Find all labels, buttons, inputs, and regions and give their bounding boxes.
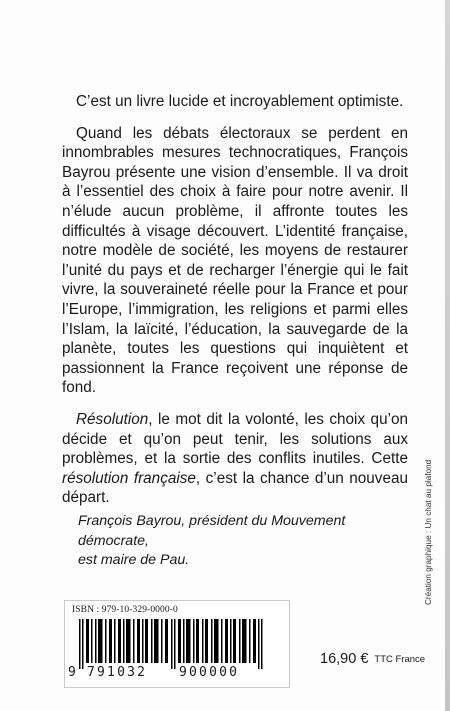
blurb-paragraph-2: Quand les débats électoraux se perdent en innombrables mesures technocratiques, François Bayrou présente une vision d’ensemble. Il va droit à l’essentiel des choix à faire pour notre avenir. Il n’élude aucun problème, il affronte toutes les difficultés à visage découvert. L’identité française, notre modèle de société, les moyens de restaurer l’unité du pays et de recharger l’énergie qui le fait vivre, la souveraineté réelle pour la France et pour l’Europe, l’immigration, les religions et parmi elles l’Islam, la laïcité, l’éducation, la sauvegarde de la planète, toutes les questions qui inquiètent et passionnent la France reçoivent une réponse de fond. bbox=[62, 124, 408, 397]
design-credit-text: Création graphique : Un chat au plafond bbox=[424, 459, 433, 605]
price-suffix: TTC France bbox=[374, 654, 426, 665]
barcode-digits-right: 900000 bbox=[179, 665, 240, 680]
price bbox=[320, 651, 425, 667]
spine-edge bbox=[445, 0, 450, 711]
barcode-digits-left: 791032 bbox=[87, 665, 148, 680]
author-note bbox=[78, 512, 408, 571]
barcode-digit-first: 9 bbox=[68, 665, 79, 680]
author-line-2: est maire de Pau. bbox=[78, 552, 190, 568]
blurb bbox=[62, 92, 408, 520]
isbn-label: ISBN : 979-10-329-0000-0 bbox=[72, 605, 178, 615]
paragraph-3-text-b: , c’est la chance d’un nouveau départ. bbox=[62, 469, 408, 507]
blurb-paragraph-3 bbox=[62, 410, 408, 508]
blurb-paragraph-1: C’est un livre lucide et incroyablement optimiste. bbox=[76, 93, 404, 110]
design-credit bbox=[421, 459, 437, 605]
barcode-digits bbox=[65, 665, 289, 681]
resolution-francaise: résolution française bbox=[62, 469, 196, 487]
resolution-word: Résolution bbox=[76, 410, 149, 428]
price-value: 16,90 € bbox=[320, 651, 369, 667]
barcode-box bbox=[64, 600, 290, 688]
paragraph-3-text-a: , le mot dit la volonté, les choix qu’on décide et qu’on peut tenir, les solutions aux problèmes, et la sortie des conflits inutiles. Cette bbox=[62, 410, 408, 468]
author-line-1: François Bayrou, président du Mouvement démocrate, bbox=[78, 513, 346, 549]
